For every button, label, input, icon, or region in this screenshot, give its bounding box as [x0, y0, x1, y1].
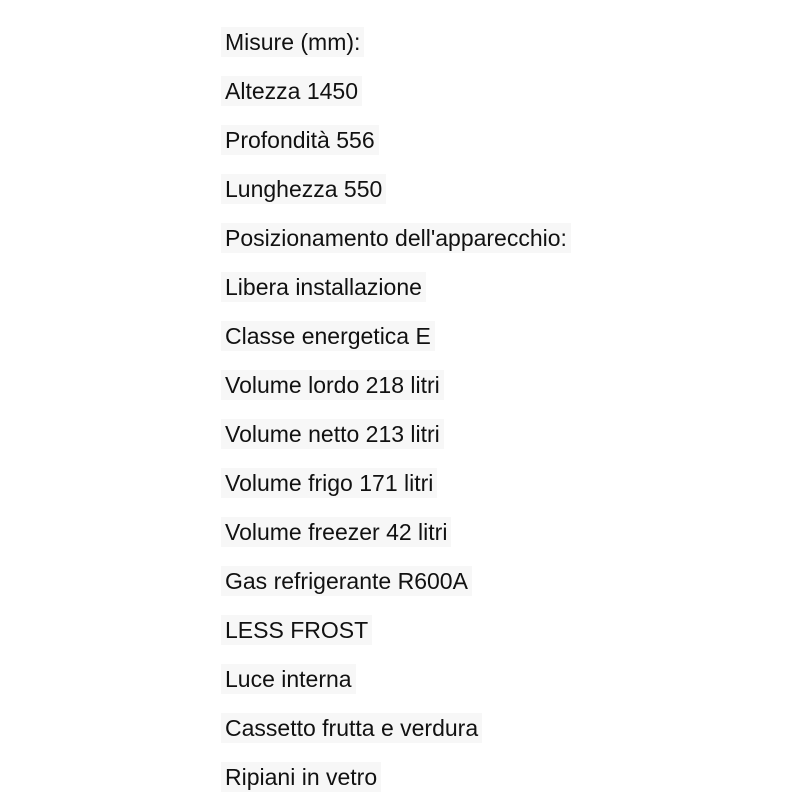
spec-line-positioning-heading: Posizionamento dell'apparecchio:: [221, 216, 571, 265]
spec-line-interior-light: Luce interna: [221, 657, 571, 706]
spec-line-gross-volume: Volume lordo 218 litri: [221, 363, 571, 412]
spec-line-length: Lunghezza 550: [221, 167, 571, 216]
spec-line-refrigerant-gas: Gas refrigerante R600A: [221, 559, 571, 608]
spec-line-glass-shelves: Ripiani in vetro: [221, 755, 571, 800]
spec-line-fridge-volume: Volume frigo 171 litri: [221, 461, 571, 510]
spec-line-height: Altezza 1450: [221, 69, 571, 118]
spec-line-crisper-drawer: Cassetto frutta e verdura: [221, 706, 571, 755]
spec-line-installation-type: Libera installazione: [221, 265, 571, 314]
spec-list: [221, 20, 571, 800]
spec-line-dimensions-heading: Misure (mm):: [221, 20, 571, 69]
spec-line-net-volume: Volume netto 213 litri: [221, 412, 571, 461]
spec-line-depth: Profondità 556: [221, 118, 571, 167]
spec-line-less-frost: LESS FROST: [221, 608, 571, 657]
spec-line-energy-class: Classe energetica E: [221, 314, 571, 363]
spec-line-freezer-volume: Volume freezer 42 litri: [221, 510, 571, 559]
